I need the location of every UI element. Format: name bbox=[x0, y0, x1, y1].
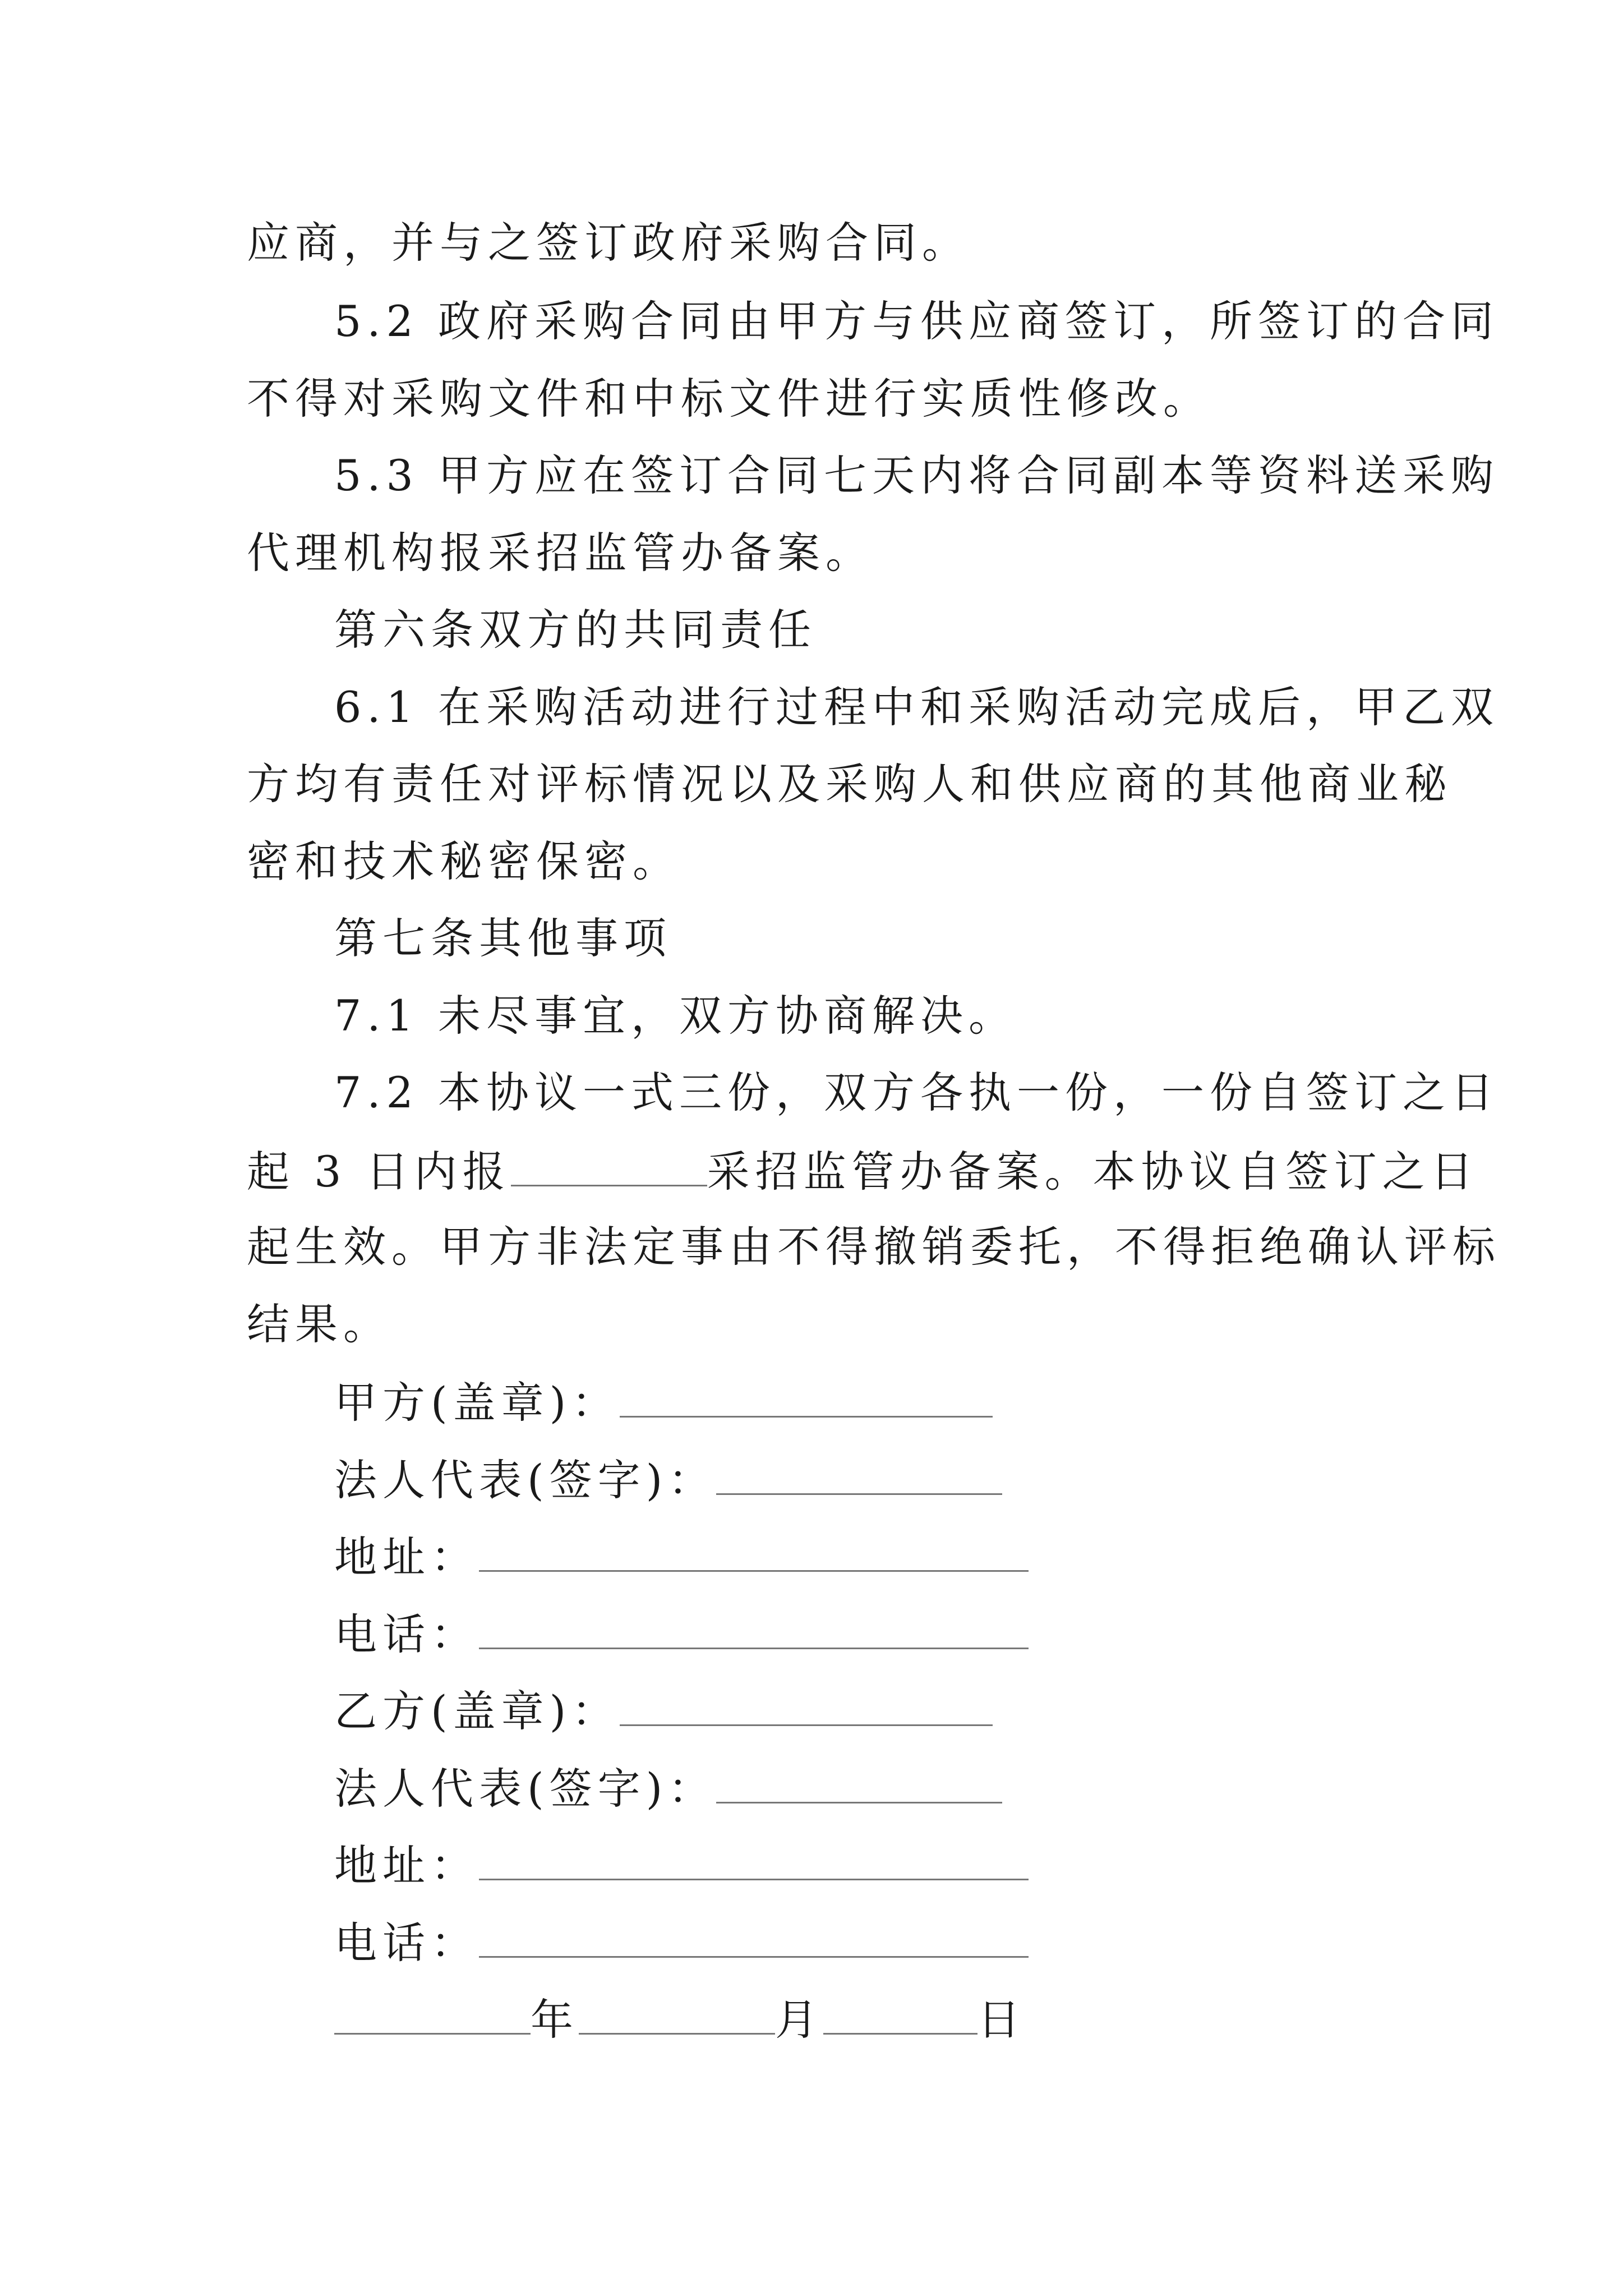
signature-blank[interactable] bbox=[479, 1915, 1029, 1958]
fill-in-blank[interactable] bbox=[511, 1143, 707, 1186]
year-label: 年 bbox=[531, 1995, 579, 2045]
signature-row-party-b-phone bbox=[334, 1915, 1029, 1970]
signature-label: 法人代表(签字)： bbox=[334, 1764, 717, 1814]
paragraph-line: 结果。 bbox=[247, 1299, 391, 1349]
signature-row-party-a bbox=[334, 1374, 993, 1430]
paragraph-line bbox=[247, 1143, 1479, 1199]
signature-row-party-a-phone bbox=[334, 1606, 1029, 1662]
paragraph-segment: 起 3 日内报 bbox=[247, 1147, 511, 1197]
signature-row-party-b-rep bbox=[334, 1760, 1002, 1816]
month-blank[interactable] bbox=[579, 1991, 775, 2035]
paragraph-line: 7.2 本协议一式三份，双方各执一份，一份自签订之日 bbox=[334, 1068, 1500, 1117]
signature-label: 地址： bbox=[334, 1841, 479, 1890]
paragraph-line: 6.1 在采购活动进行过程中和采购活动完成后，甲乙双 bbox=[334, 682, 1500, 732]
signature-blank[interactable] bbox=[479, 1837, 1029, 1880]
paragraph-line: 起生效。甲方非法定事由不得撤销委托，不得拒绝确认评标 bbox=[247, 1222, 1501, 1272]
signature-label: 电话： bbox=[334, 1918, 479, 1968]
date-row bbox=[334, 1991, 1026, 2047]
signature-label: 地址： bbox=[334, 1532, 479, 1582]
section-heading: 第六条双方的共同责任 bbox=[334, 605, 817, 655]
day-blank[interactable] bbox=[823, 1991, 978, 2035]
signature-blank[interactable] bbox=[620, 1683, 993, 1726]
signature-label: 甲方(盖章)： bbox=[334, 1378, 620, 1428]
paragraph-line: 密和技术秘密保密。 bbox=[247, 836, 681, 886]
paragraph-line: 代理机构报采招监管办备案。 bbox=[247, 528, 874, 578]
paragraph-line: 5.3 甲方应在签订合同七天内将合同副本等资料送采购 bbox=[334, 450, 1500, 500]
signature-row-party-a-address bbox=[334, 1529, 1029, 1584]
signature-blank[interactable] bbox=[479, 1529, 1029, 1572]
signature-blank[interactable] bbox=[479, 1606, 1029, 1649]
paragraph-line: 不得对采购文件和中标文件进行实质性修改。 bbox=[247, 374, 1211, 424]
paragraph-segment: 采招监管办备案。本协议自签订之日 bbox=[707, 1147, 1479, 1197]
signature-label: 法人代表(签字)： bbox=[334, 1455, 717, 1505]
paragraph-line: 7.1 未尽事宜，双方协商解决。 bbox=[334, 991, 1017, 1041]
year-blank[interactable] bbox=[334, 1991, 531, 2035]
signature-row-party-b-address bbox=[334, 1837, 1029, 1893]
paragraph-line: 5.2 政府采购合同由甲方与供应商签订，所签订的合同 bbox=[334, 296, 1500, 346]
month-label: 月 bbox=[775, 1995, 823, 2045]
signature-label: 乙方(盖章)： bbox=[334, 1686, 620, 1736]
section-heading: 第七条其他事项 bbox=[334, 913, 672, 963]
signature-blank[interactable] bbox=[716, 1760, 1002, 1803]
signature-label: 电话： bbox=[334, 1609, 479, 1659]
signature-row-party-a-rep bbox=[334, 1452, 1002, 1507]
signature-row-party-b bbox=[334, 1683, 993, 1738]
signature-blank[interactable] bbox=[620, 1374, 993, 1418]
signature-blank[interactable] bbox=[716, 1452, 1002, 1495]
paragraph-line: 方均有责任对评标情况以及采购人和供应商的其他商业秘 bbox=[247, 759, 1453, 809]
paragraph-line: 应商，并与之签订政府采购合同。 bbox=[247, 218, 970, 268]
day-label: 日 bbox=[978, 1995, 1026, 2045]
